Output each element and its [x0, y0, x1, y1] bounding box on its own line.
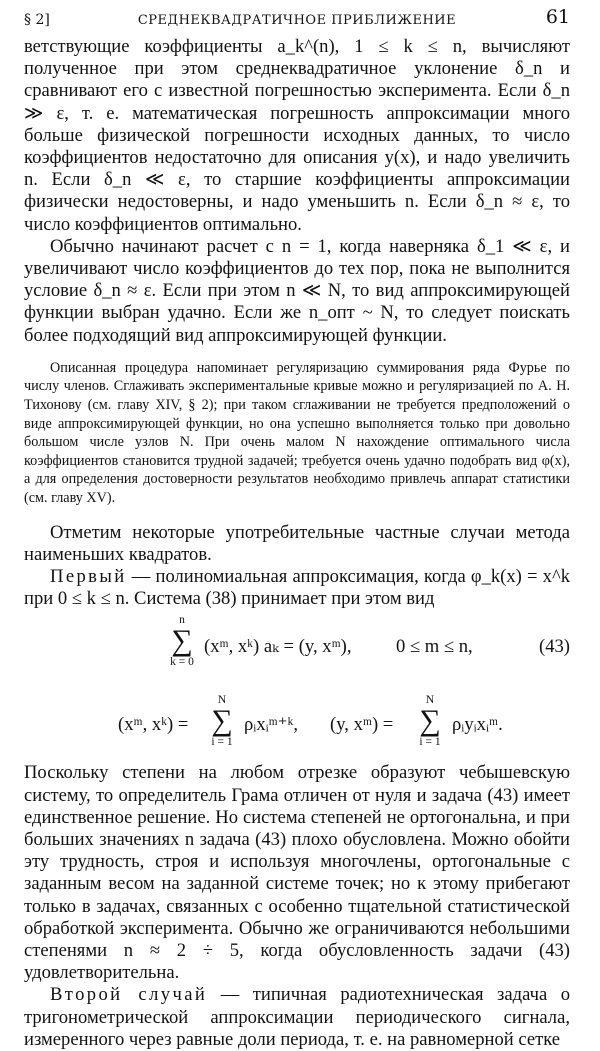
sum-sign: N ∑ i = 1 — [202, 694, 242, 748]
paragraph-2: Обычно начинают расчет с n = 1, когда наверняка δ_1 ≪ ε, и увеличивают число коэффициентов до тех пор, пока не выполнится условие δ_n ≈ ε. Если при этом n ≪ N, то вид аппроксимирующей функции выбран удачно. Если же n_опт ~ N, то следует поискать более подходящий вид аппроксимирующей функции. — [24, 235, 570, 346]
equation-scalar-products — [24, 694, 570, 762]
sum-lower-limit: i = 1 — [211, 736, 233, 749]
paragraph-1: ветствующие коэффициенты a_k^(n), 1 ≤ k ≤ n, вычисляют полученное при этом среднеквадратичное уклонение δ_n и сравнивают его с известной погрешностью эксперимента. Если δ_n ≫ ε, т. е. математическая погрешность аппроксимации много больше физической погрешности исходных данных, то число коэффициентов недостаточно для описания y(x), и надо увеличить n. Если δ_n ≪ ε, то старшие коэффициенты аппроксимации физически недостоверны, и надо уменьшить n. Если δ_n ≈ ε, то число коэффициентов оптимально. — [24, 36, 570, 235]
page-header — [24, 6, 570, 30]
sum-sign: N ∑ i = 1 — [410, 694, 450, 748]
paragraph-5: Поскольку степени на любом отрезке образуют чебышевскую систему, то определитель Грама отличен от нуля и задача (43) имеет единственное решение. Но система степеней не ортогональна, и при больших значениях n задача (43) плохо обусловлена. Можно обойти эту трудность, строя и используя многочлены, ортогональные с заданным весом на заданной системе точек; но к этому прибегают только в задачах, связанных с особенно тщательной статистической обработкой эксперимента. Обычно же ограничиваются небольшими степенями n ≈ 2 ÷ 5, когда обусловленность задачи (43) удовлетворительна. — [24, 762, 570, 984]
equation-b-body: ρᵢyᵢxᵢᵐ. — [452, 714, 503, 736]
equation-43-condition: 0 ≤ m ≤ n, — [396, 636, 473, 658]
case-one-lead: Первый — [50, 566, 127, 587]
paragraph-6 — [24, 984, 570, 1051]
equation-a-body: ρᵢxᵢᵐ⁺ᵏ, — [244, 714, 299, 736]
equation-43 — [24, 614, 570, 694]
section-marker: § 2] — [24, 12, 50, 28]
equation-a-lhs: (xᵐ, xᵏ) = — [118, 714, 189, 736]
running-title: СРЕДНЕКВАДРАТИЧНОЕ ПРИБЛИЖЕНИЕ — [137, 13, 457, 28]
case-two-text: — типичная радиотехническая задача о тригонометрической аппроксимации периодического сигнала, измеренного через равные доли периода, т. е. на равномерной сетке — [24, 984, 571, 1050]
sum-upper-limit: n — [179, 614, 185, 627]
page-body — [24, 36, 570, 1051]
page-number: 61 — [545, 6, 570, 28]
equation-43-body: (xᵐ, xᵏ) aₖ = (y, xᵐ), — [204, 636, 352, 658]
case-one-text: — полиномиальная аппроксимация, когда φ_k(x) = x^k при 0 ≤ k ≤ n. Система (38) принимает при этом вид — [24, 566, 570, 610]
sum-upper-limit: N — [425, 694, 435, 707]
sum-sign: n ∑ k = 0 — [162, 614, 202, 668]
paragraph-3: Отметим некоторые употребительные частные случаи метода наименьших квадратов. — [24, 521, 570, 565]
sum-upper-limit: N — [217, 694, 227, 707]
remark-note: Описанная процедура напоминает регуляризацию суммирования ряда Фурье по числу членов. Сглаживать экспериментальные кривые можно и регуляризацией по А. Н. Тихонову (см. главу XIV, § 2); при таком сглаживании не требуется предположений о виде аппроксимирующей функции, но она успешно выполняется только при довольно большом числе узлов N. При очень малом N нахождение оптимального числа коэффициентов становится трудной задачей; требуется очень удачно подобрать вид φ(x), а для определения достоверности результатов необходимо привлечь аппарат статистики (см. главу XV). — [24, 359, 570, 506]
equation-number: (43) — [539, 636, 570, 658]
sum-lower-limit: k = 0 — [170, 656, 194, 669]
sum-lower-limit: i = 1 — [419, 736, 441, 749]
paragraph-4 — [24, 566, 570, 610]
case-two-lead: Второй случай — [50, 984, 208, 1006]
equation-b-lhs: (y, xᵐ) = — [330, 714, 394, 736]
